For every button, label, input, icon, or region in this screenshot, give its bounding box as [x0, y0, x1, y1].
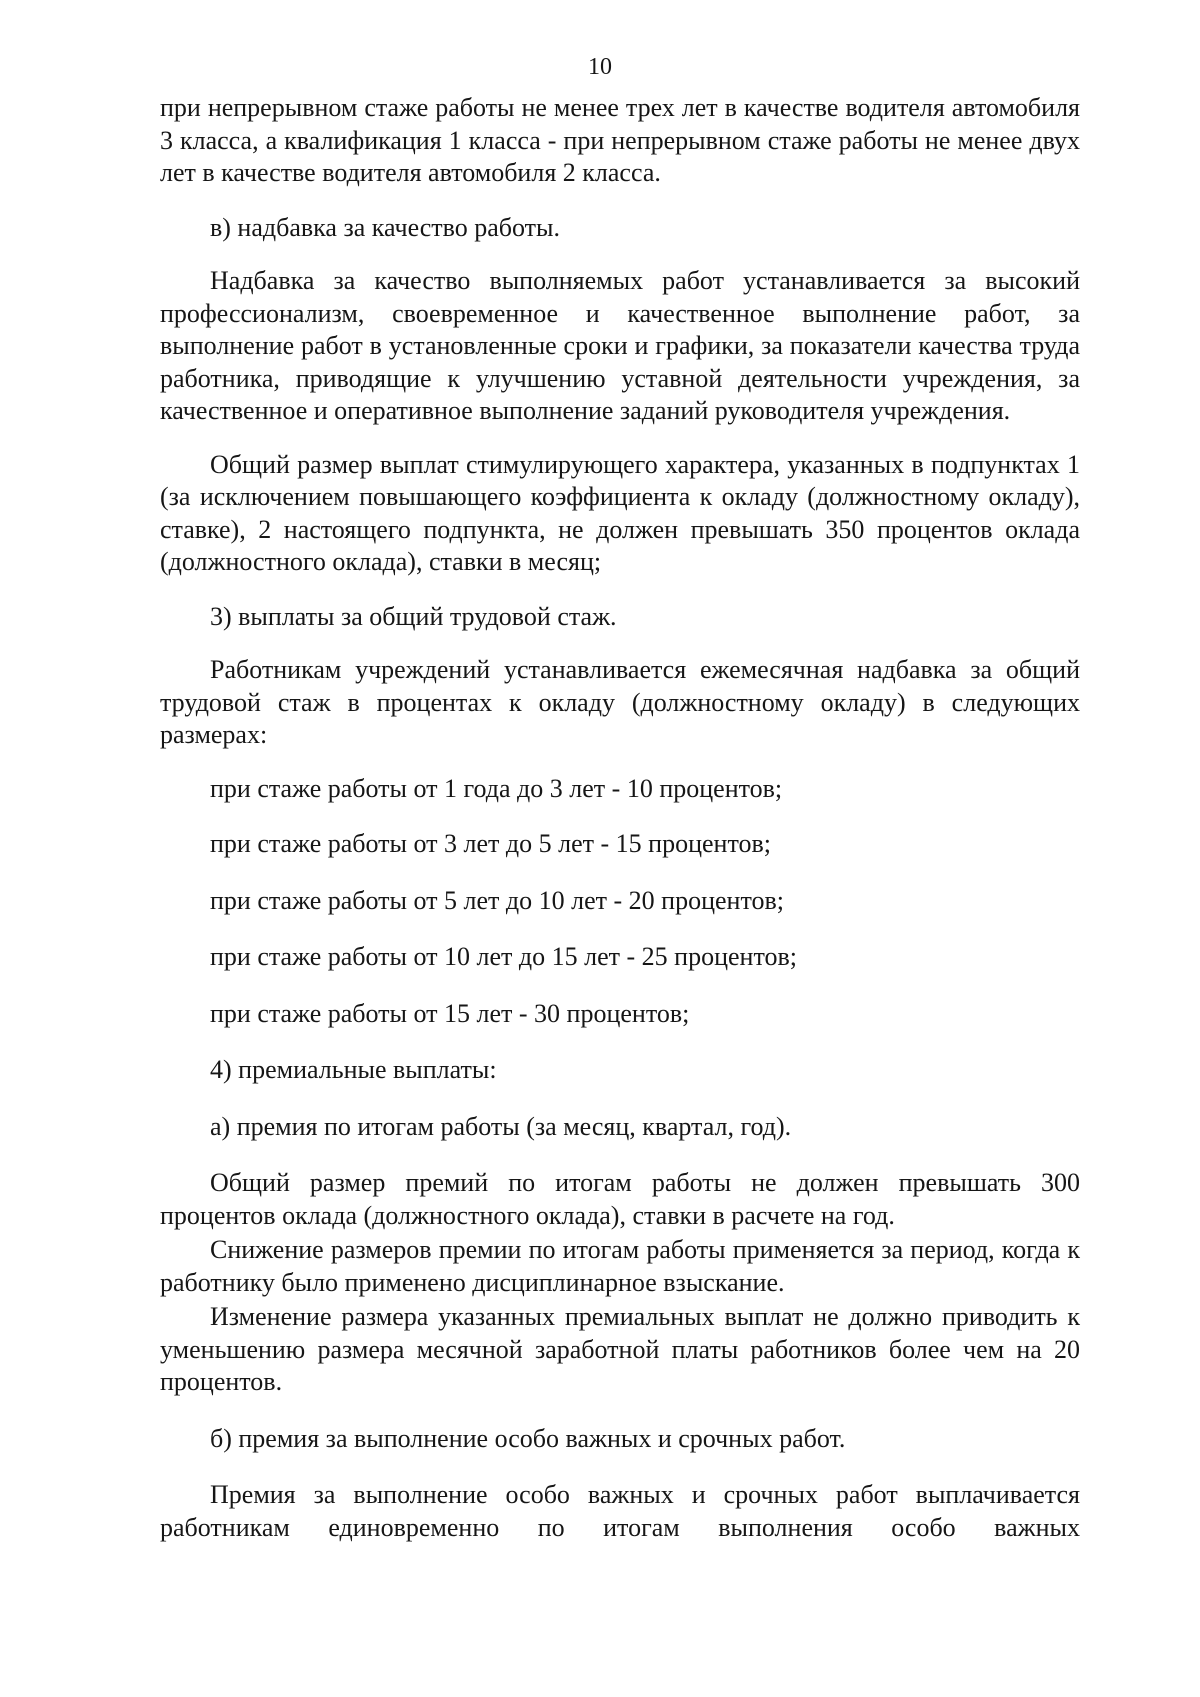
subitem-urgent-work-bonus: б) премия за выполнение особо важных и срочных работ.	[210, 1423, 846, 1453]
paragraph-quality-allowance: Надбавка за качество выполняемых работ устанавливается за высокий профессионализм, своевременное и качественное выполнение работ, за выполнение работ в установленные сроки и графики, за показатели качества труда работника, приводящие к улучшению уставной деятельности учреждения, за качественное и оперативное выполнение заданий руководителя учреждения.	[160, 266, 1080, 425]
list-item-seniority-10-15: при стаже работы от 10 лет до 15 лет - 25 процентов;	[210, 942, 797, 971]
list-item-seniority-5-10: при стаже работы от 5 лет до 10 лет - 20 процентов;	[210, 885, 784, 915]
paragraph-bonus-limit: Общий размер премий по итогам работы не должен превышать 300 процентов оклада (должностного оклада), ставки в расчете на год.	[160, 1168, 1080, 1230]
list-item-seniority-15-plus: при стаже работы от 15 лет - 30 процентов;	[210, 998, 690, 1028]
document-body	[160, 92, 1080, 1544]
paragraph-continuation: при непрерывном стаже работы не менее трех лет в качестве водителя автомобиля 3 класса, а квалификация 1 класса - при непрерывном стаже работы не менее двух лет в качестве водителя автомобиля 2 класса.	[160, 93, 1080, 187]
paragraph-bonus-change-limit: Изменение размера указанных премиальных выплат не должно приводить к уменьшению размера месячной заработной платы работников более чем на 20 процентов.	[160, 1302, 1080, 1396]
paragraph-total-incentive-payments: Общий размер выплат стимулирующего характера, указанных в подпунктах 1 (за исключением повышающего коэффициента к окладу (должностному окладу), ставке), 2 настоящего подпункта, не должен превышать 350 процентов оклада (должностного оклада), ставки в месяц;	[160, 449, 1080, 576]
subitem-bonus-payments: 4) премиальные выплаты:	[210, 1055, 497, 1084]
subitem-performance-bonus: а) премия по итогам работы (за месяц, квартал, год).	[210, 1111, 792, 1141]
list-item-seniority-1-3: при стаже работы от 1 года до 3 лет - 10 процентов;	[210, 773, 783, 803]
list-item-seniority-3-5: при стаже работы от 3 лет до 5 лет - 15 процентов;	[210, 829, 771, 858]
paragraph-seniority-allowance: Работникам учреждений устанавливается ежемесячная надбавка за общий трудовой стаж в процентах к окладу (должностному окладу) в следующих размерах:	[160, 655, 1080, 749]
paragraph-bonus-reduction: Снижение размеров премии по итогам работы применяется за период, когда к работнику было применено дисциплинарное взыскание.	[160, 1235, 1080, 1297]
paragraph-urgent-work-bonus: Премия за выполнение особо важных и срочных работ выплачивается работникам единовременно по итогам выполнения особо важных	[160, 1480, 1080, 1542]
page-number: 10	[588, 54, 612, 80]
subitem-seniority-payments: 3) выплаты за общий трудовой стаж.	[210, 601, 617, 631]
subitem-quality-allowance: в) надбавка за качество работы.	[210, 212, 561, 242]
